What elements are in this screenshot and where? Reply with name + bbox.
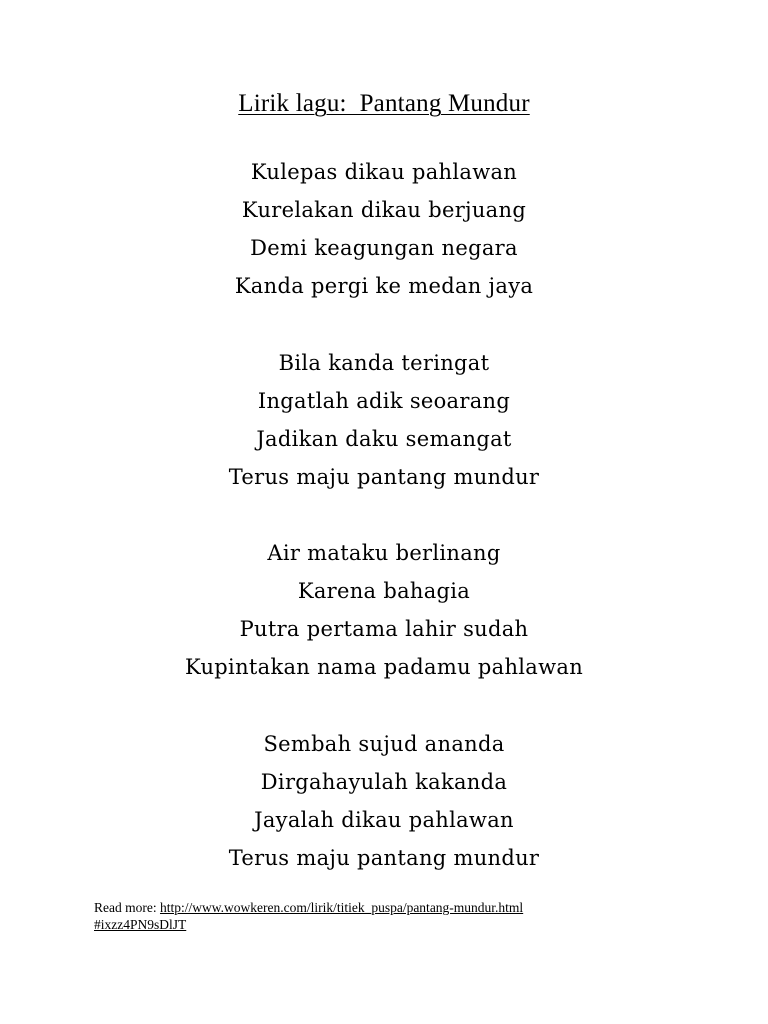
- lyric-line: Kanda pergi ke medan jaya: [234, 274, 534, 298]
- lyric-line: Jadikan daku semangat: [256, 427, 512, 451]
- lyric-line: Karena bahagia: [297, 579, 471, 603]
- page-title: Lirik lagu: Pantang Mundur: [238, 90, 530, 117]
- stanza-1: [0, 153, 768, 305]
- lyric-line: Kulepas dikau pahlawan: [250, 160, 518, 184]
- lyric-line: Terus maju pantang mundur: [228, 846, 540, 870]
- lyric-line: Terus maju pantang mundur: [228, 465, 540, 489]
- lyric-line: Putra pertama lahir sudah: [239, 617, 529, 641]
- lyric-line: Dirgahayulah kakanda: [260, 770, 508, 794]
- lyric-line: Demi keagungan negara: [250, 236, 518, 260]
- lyric-line: Kupintakan nama padamu pahlawan: [184, 655, 584, 679]
- stanza-3: [0, 534, 768, 686]
- stanza-4: [0, 725, 768, 877]
- lyric-line: Sembah sujud ananda: [263, 732, 505, 756]
- lyric-line: Jayalah dikau pahlawan: [254, 808, 514, 832]
- stanza-2: [0, 344, 768, 496]
- lyric-line: Kurelakan dikau berjuang: [241, 198, 527, 222]
- source-link[interactable]: http://www.wowkeren.com/lirik/titiek_puspa/pantang-mundur.html#ixzz4PN9sDlJT: [94, 900, 524, 932]
- lyric-line: Bila kanda teringat: [278, 351, 490, 375]
- lyric-line: Air mataku berlinang: [267, 541, 501, 565]
- lyric-line: Ingatlah adik seoarang: [257, 389, 511, 413]
- read-more-note: [94, 899, 524, 933]
- read-more-label: Read more:: [94, 900, 160, 915]
